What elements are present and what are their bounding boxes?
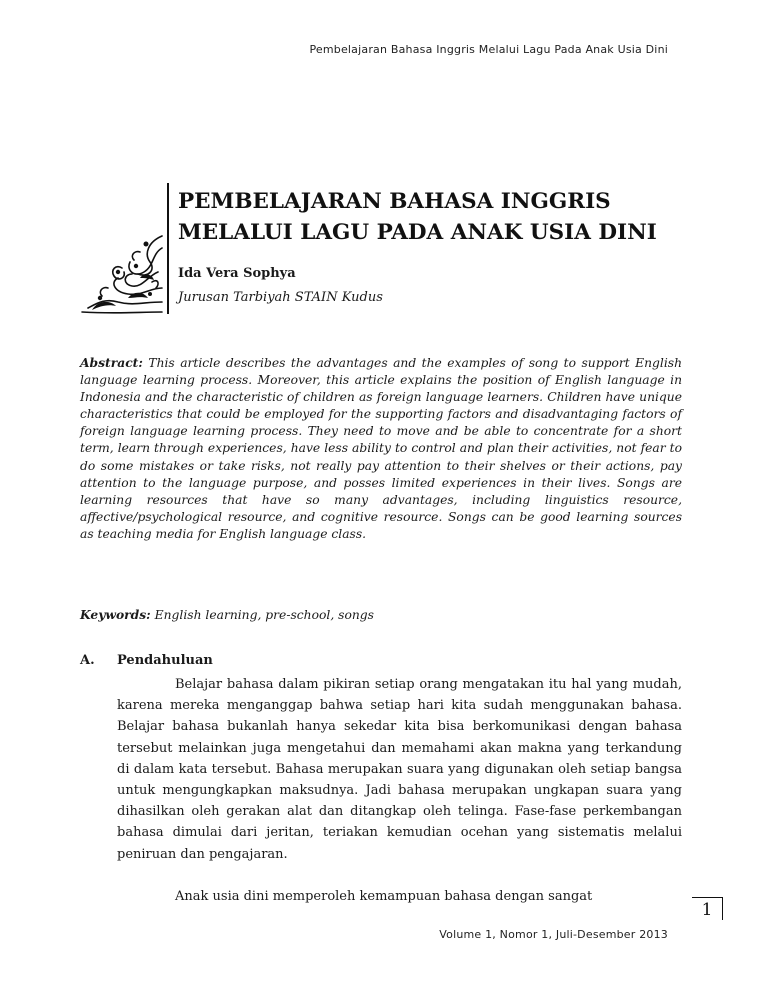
volume-footer: Volume 1, Nomor 1, Juli-Desember 2013 (439, 928, 668, 941)
floral-ornament-icon (78, 232, 164, 316)
abstract-label: Abstract: (80, 355, 143, 370)
body-paragraph: Anak usia dini memperoleh kemampuan bahasa dengan sangat (175, 889, 593, 904)
abstract (80, 354, 682, 543)
body-paragraph: Belajar bahasa dalam pikiran setiap orang mengatakan itu hal yang mudah, karena mereka menganggap bahwa setiap hari kita sudah menggunakan bahasa. Belajar bahasa bukanlah hanya sekedar kita bisa berkomunikasi dengan bahasa tersebut melainkan juga mengetahui dan memahami akan makna yang terkandung di dalam kata tersebut. Bahasa merupakan suara yang digunakan oleh setiap bangsa untuk mengungkapkan maksudnya. Jadi bahasa merupakan ungkapan suara yang dihasilkan oleh gerakan alat dan ditangkap oleh telinga. Fase-fase perkembangan bahasa dimulai dari jeritan, teriakan kemudian ocehan yang sistematis melalui peniruan dan pengajaran. (117, 677, 682, 862)
author-affiliation: Jurusan Tarbiyah STAIN Kudus (178, 290, 383, 305)
section-title: Pendahuluan (117, 653, 213, 668)
page-number: 1 (692, 897, 723, 920)
keywords (80, 607, 682, 622)
author-name: Ida Vera Sophya (178, 266, 296, 281)
title-vertical-rule (167, 183, 169, 314)
keywords-text: English learning, pre-school, songs (154, 608, 374, 622)
article-title: PEMBELAJARAN BAHASA INGGRIS MELALUI LAGU PADA ANAK USIA DINI (178, 189, 657, 245)
section-letter: A. (80, 653, 95, 668)
abstract-text: This article describes the advantages and the examples of song to support English language learning process. Moreover, this article explains the position of English language in Indonesia and the characteristic of children as foreign language learners. Children have unique characteristics that could be employed for the supporting factors and disadvantaging factors of foreign language learning process. They need to move and be able to concentrate for a short term, learn through experiences, have less ability to control and plan their activities, not fear to do some mistakes or take risks, not really pay attention to their shelves or their actions, pay attention to the language purpose, and posses limited experiences in their lives. Songs are learning resources that have so many advantages, including linguistics resource, affective/psychological resource, and cognitive resource. Songs can be good learning sources as teaching media for English language class. (80, 356, 682, 541)
running-header: Pembelajaran Bahasa Inggris Melalui Lagu Pada Anak Usia Dini (309, 43, 668, 56)
keywords-label: Keywords: (80, 607, 151, 622)
